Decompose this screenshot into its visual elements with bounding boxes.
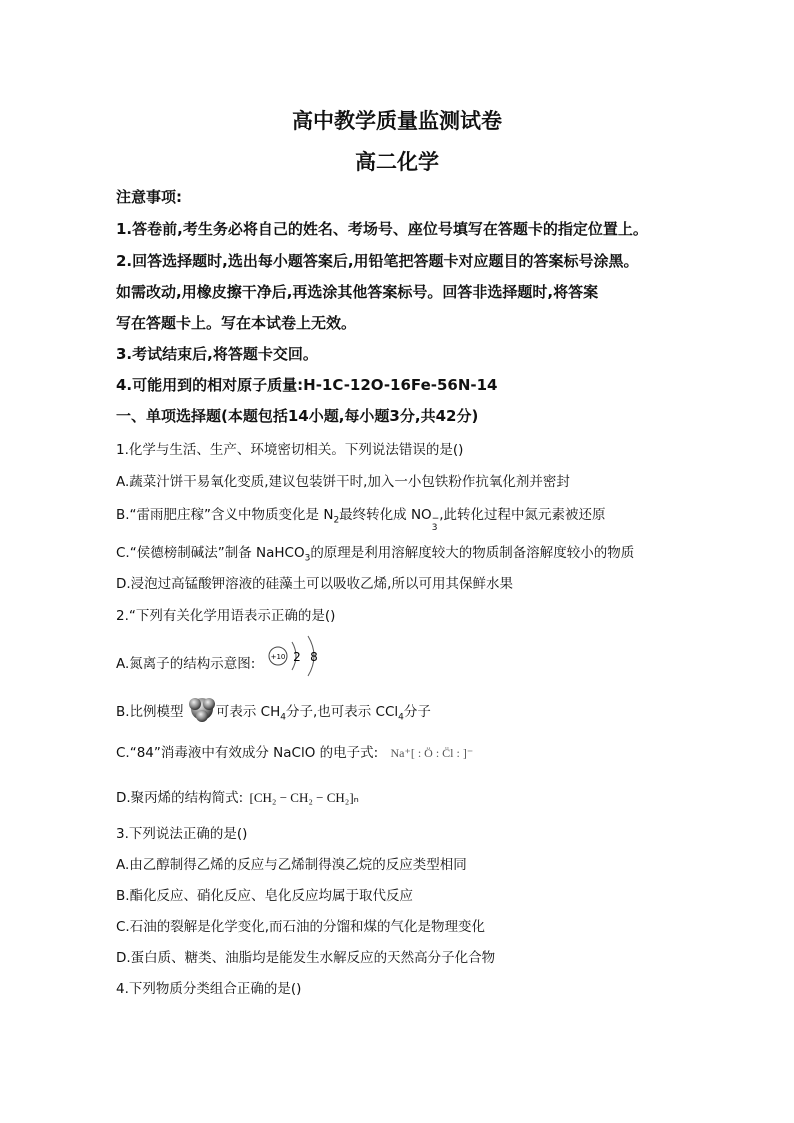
note-item-1: 1.答卷前,考生务必将自己的姓名、考场号、座位号填写在答题卡的指定位置上。	[116, 220, 648, 238]
option-b-text: 最终转化成 NO	[339, 507, 432, 523]
note-item-2: 2.回答选择题时,选出每小题答案后,用铅笔把答题卡对应题目的答案标号涂黑。	[116, 252, 639, 270]
option-c-text: 的原理是利用溶解度较大的物质制备溶解度较小的物质	[310, 545, 635, 561]
atom-structure-diagram	[264, 634, 334, 678]
subscript: 2	[333, 515, 340, 526]
option-b-text: 分子	[403, 704, 431, 720]
superscript: −	[431, 514, 440, 524]
question-2-option-a	[116, 650, 334, 678]
option-b-text: 分子,也可表示 CCl	[285, 704, 399, 720]
option-b-text: B.比例模型	[116, 704, 184, 720]
page-title: 高中教学质量监测试卷	[292, 109, 502, 133]
option-b-text: 可表示 CH	[215, 704, 281, 720]
space-filling-model-icon	[188, 696, 216, 722]
question-3-option-d: D.蛋白质、糖类、油脂均是能发生水解反应的天然高分子化合物	[116, 950, 496, 966]
note-item-2-cont2: 写在答题卡上。写在本试卷上无效。	[116, 314, 357, 332]
option-d-text: D.聚丙烯的结构简式:	[116, 790, 244, 806]
electron-formula: Na⁺[ : Ö : C̈l : ]⁻	[390, 746, 474, 760]
option-c-text: C.“侯德榜制碱法”制备 NaHCO	[116, 545, 305, 561]
option-b-text: ,此转化过程中氮元素被还原	[439, 507, 606, 523]
question-2-option-d	[116, 786, 359, 806]
question-1-stem: 1.化学与生活、生产、环境密切相关。下列说法错误的是()	[116, 442, 464, 458]
section-heading: 一、单项选择题(本题包括14小题,每小题3分,共42分)	[116, 407, 479, 425]
option-b-text: B.“雷雨肥庄稼”含义中物质变化是 N	[116, 507, 334, 523]
question-3-option-c: C.石油的裂解是化学变化,而石油的分馏和煤的气化是物理变化	[116, 919, 486, 935]
polymer-formula: [CH₂ − CH₂ − CH₂]ₙ	[249, 790, 359, 805]
shell-1-electrons: 2	[292, 650, 301, 664]
option-c-text: C.“84”消毒液中有效成分 NaClO 的电子式:	[116, 745, 379, 761]
question-2-option-c	[116, 741, 473, 761]
notes-heading: 注意事项:	[116, 188, 182, 206]
question-1-option-b	[116, 503, 606, 533]
page-subtitle: 高二化学	[355, 150, 439, 174]
question-1-option-a: A.蔬菜汁饼干易氧化变质,建议包装饼干时,加入一小包铁粉作抗氧化剂并密封	[116, 474, 570, 490]
question-3-option-b: B.酯化反应、硝化反应、皂化反应均属于取代反应	[116, 888, 414, 904]
note-item-2-cont: 如需改动,用橡皮擦干净后,再选涂其他答案标号。回答非选择题时,将答案	[116, 283, 599, 301]
question-1-option-d: D.浸泡过高锰酸钾溶液的硅藻土可以吸收乙烯,所以可用其保鲜水果	[116, 576, 513, 592]
question-1-option-c	[116, 541, 634, 564]
option-a-text: A.氮离子的结构示意图:	[116, 656, 256, 672]
question-3-option-a: A.由乙醇制得乙烯的反应与乙烯制得溴乙烷的反应类型相同	[116, 857, 467, 873]
question-2-stem: 2.“下列有关化学用语表示正确的是()	[116, 608, 336, 624]
note-item-3: 3.考试结束后,将答题卡交回。	[116, 345, 318, 363]
subscript: 4	[398, 712, 404, 723]
nucleus-charge: +10	[270, 653, 286, 661]
shell-2-electrons: 8	[309, 650, 318, 664]
question-2-option-b	[116, 700, 431, 723]
question-4-stem: 4.下列物质分类组合正确的是()	[116, 981, 302, 997]
subscript: 3	[304, 553, 311, 564]
note-item-4: 4.可能用到的相对原子质量:H-1C-12O-16Fe-56N-14	[116, 376, 498, 394]
question-3-stem: 3.下列说法正确的是()	[116, 826, 248, 842]
subscript: 3	[431, 523, 438, 533]
subscript: 4	[280, 712, 286, 723]
